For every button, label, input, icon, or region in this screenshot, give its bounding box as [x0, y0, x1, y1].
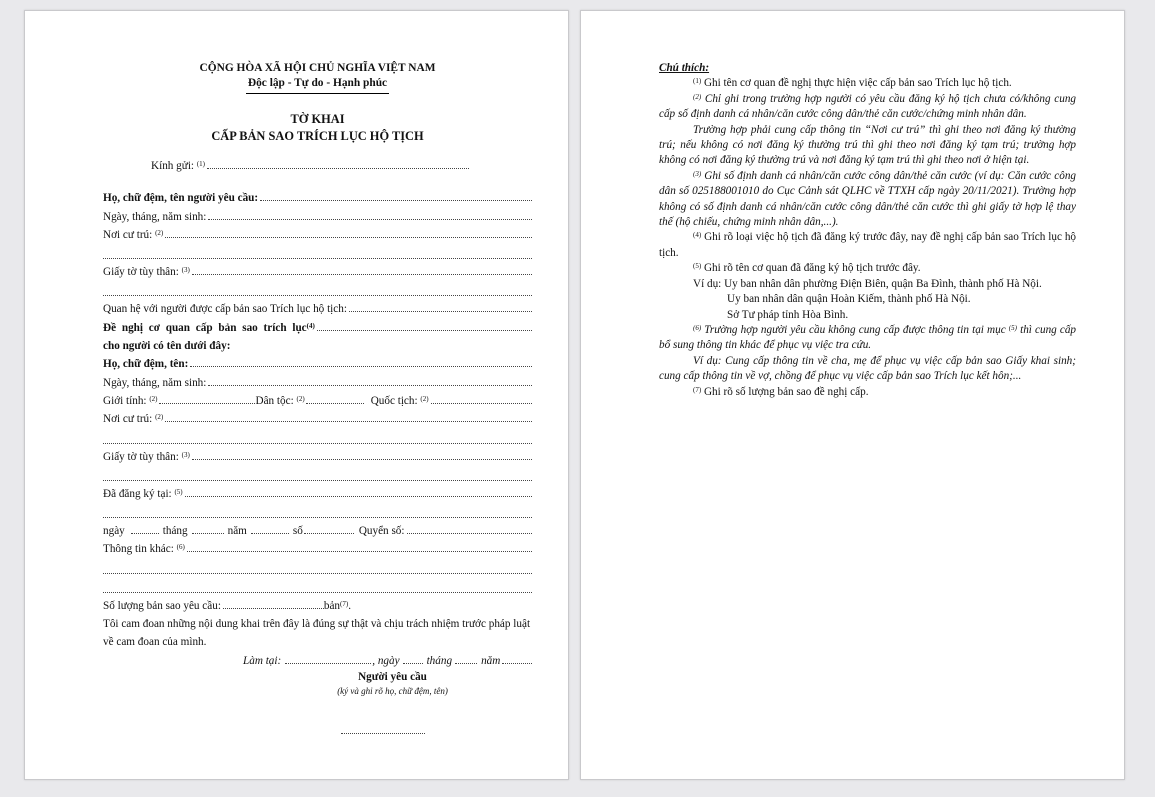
done-day-field[interactable] — [403, 652, 423, 664]
gender-label: Giới tính: — [103, 394, 147, 407]
motto: Độc lập - Tự do - Hạnh phúc — [247, 77, 388, 89]
done-at-field[interactable] — [285, 652, 371, 664]
copies-field[interactable] — [223, 597, 324, 609]
subject-name-field[interactable] — [190, 355, 532, 367]
subject-id-field[interactable] — [192, 448, 532, 460]
subject-dob-row — [103, 374, 532, 392]
subject-id-field-2[interactable] — [103, 466, 532, 481]
kinh-gui-row — [103, 157, 469, 175]
note-4 — [659, 230, 1076, 261]
form-page — [24, 10, 569, 780]
note-ref-2c: (2) — [296, 394, 305, 403]
note-6-example: Ví dụ: Cung cấp thông tin về cha, mẹ để phục vụ việc cấp bản sao Giấy khai sinh; cung cấp thông tin về vợ, chồng để phục vụ việc cấp bản sao Trích lục kết hôn;... — [659, 354, 1076, 383]
signer-note: (ký và ghi rõ họ, chữ đệm, tên) — [337, 685, 448, 696]
note-6-num: (6) — [693, 323, 702, 332]
number-field[interactable] — [304, 522, 354, 534]
notes-heading: Chú thích: — [659, 62, 710, 74]
date-row — [103, 522, 532, 540]
subject-residence-row — [103, 410, 532, 428]
copies-unit: bản — [323, 599, 341, 612]
note-3-text: Ghi số định danh cá nhân/căn cước công dân/thẻ căn cước (ví dụ: Căn cước công dân số 025188001010 do Cục Cảnh sát QLHC về TTXH cấp ngày 20/11/2021). Trường hợp không có số định danh cá nhân/căn cước công dân/thẻ căn cước thì ghi giấy tờ hợp lệ thay thế (hộ chiếu, chứng minh nhân dân,...). — [659, 169, 1077, 229]
copies-row: Số lượng bản sao yêu cầu: bản$^{(7)}$. — [103, 597, 351, 615]
note-7 — [659, 385, 1076, 400]
subject-dob-label: Ngày, tháng, năm sinh: — [103, 376, 207, 389]
requester-dob-field[interactable] — [208, 208, 532, 220]
requester-dob-row — [103, 208, 532, 226]
other-info-field-2[interactable] — [103, 559, 532, 574]
note-ref-2: (2) — [155, 228, 164, 237]
note-ref-5: (5) — [174, 487, 183, 496]
registered-row — [103, 485, 532, 503]
relation-label: Quan hệ với người được cấp bản sao Trích lục hộ tịch: — [103, 303, 347, 316]
copies-label: Số lượng bản sao yêu cầu: — [103, 599, 221, 612]
note-ref-2b: (2) — [149, 394, 158, 403]
other-info-field[interactable] — [187, 540, 532, 552]
note-7-text: Ghi rõ số lượng bản sao đề nghị cấp. — [703, 385, 869, 398]
done-at-row: Làm tại: , ngày tháng năm — [103, 652, 532, 670]
subject-id-row — [103, 448, 532, 466]
note-ref-6: (6) — [176, 543, 185, 552]
notes-page — [580, 10, 1125, 780]
subject-residence-field[interactable] — [165, 410, 532, 422]
day-label: ngày — [103, 525, 125, 538]
note-5-num: (5) — [693, 262, 702, 271]
note-ref-1: (1) — [196, 160, 206, 168]
done-day-label: ngày — [377, 654, 400, 667]
done-year-field[interactable] — [502, 652, 532, 664]
nationality-field[interactable] — [431, 392, 532, 404]
done-month-label: tháng — [426, 654, 453, 667]
note-ref-2e: (2) — [155, 413, 164, 422]
number-label: số — [292, 525, 303, 538]
note-ref-3: (3) — [181, 266, 190, 275]
done-at-label: Làm tại: — [243, 654, 282, 667]
year-field[interactable] — [251, 522, 289, 534]
note-1 — [659, 76, 1076, 91]
request-row — [103, 319, 532, 337]
requester-name-row — [103, 189, 532, 207]
note-4-num: (4) — [693, 231, 702, 240]
requester-residence-label: Nơi cư trú: — [103, 228, 153, 241]
kinh-gui-label: Kính gửi: — [151, 160, 195, 172]
note-ref-2d: (2) — [420, 394, 429, 403]
registered-field-2[interactable] — [103, 503, 532, 518]
note-5 — [659, 261, 1076, 276]
form-title-1: TỜ KHAI — [290, 112, 345, 126]
registered-field[interactable] — [185, 485, 532, 497]
subject-gender-row — [103, 392, 532, 410]
request-label-2: cho người có tên dưới đây: — [103, 340, 231, 353]
month-label: tháng — [162, 525, 188, 538]
other-info-label: Thông tin khác: — [103, 543, 174, 556]
note-2b: Trường hợp phải cung cấp thông tin “Nơi cư trú” thì ghi theo nơi đăng ký thường trú; nếu không có nơi đăng ký thường trú thì ghi theo nơi đăng ký tạm trú; trường hợp không có nơi đăng ký thường trú và nơi đăng ký tạm trú thì ghi theo nơi ở hiện tại. — [659, 123, 1076, 167]
other-info-field-3[interactable] — [103, 578, 532, 593]
commitment-text: Tôi cam đoan những nội dung khai trên đây là đúng sự thật và chịu trách nhiệm trước pháp luật về cam đoan của mình. — [103, 618, 531, 649]
note-1-text: Ghi tên cơ quan đề nghị thực hiện việc cấp bản sao Trích lục hộ tịch. — [703, 77, 1012, 90]
subject-residence-label: Nơi cư trú: — [103, 413, 153, 426]
notes-content — [659, 61, 1076, 400]
subject-residence-field-2[interactable] — [103, 429, 532, 444]
requester-id-label: Giấy tờ tùy thân: — [103, 266, 179, 279]
other-info-row — [103, 540, 532, 558]
note-2 — [659, 92, 1076, 123]
ethnicity-label: Dân tộc: — [255, 394, 294, 407]
note-6-text-a: Trường hợp người yêu cầu không cung cấp được thông tin tại mục — [704, 323, 1006, 336]
note-2-num: (2) — [693, 92, 702, 101]
registered-label: Đã đăng ký tại: — [103, 487, 172, 500]
year-label: năm — [227, 525, 247, 538]
note-3-num: (3) — [693, 169, 702, 178]
note-ref-4: (4) — [306, 321, 315, 330]
form-content — [103, 61, 532, 698]
note-5-example-1: Ví dụ: Uy ban nhân dân phường Điện Biên, quận Ba Đình, thành phố Hà Nội. — [693, 277, 1042, 290]
note-3 — [659, 169, 1076, 231]
note-2-text: Chỉ ghi trong trường hợp người có yêu cầu đăng ký hộ tịch chưa có/không cung cấp số định danh cá nhân/căn cước công dân/thẻ căn cước/chứng minh nhân dân. — [659, 92, 1077, 121]
form-title-2: CẤP BẢN SAO TRÍCH LỤC HỘ TỊCH — [211, 129, 424, 143]
relation-field[interactable] — [349, 300, 532, 312]
requester-id-field[interactable] — [192, 263, 532, 275]
requester-residence-row — [103, 226, 532, 244]
note-7-num: (7) — [693, 385, 702, 394]
day-field[interactable] — [131, 522, 159, 534]
note-5-example-3: Sở Tư pháp tỉnh Hòa Bình. — [727, 308, 849, 321]
request-field[interactable] — [317, 319, 532, 331]
subject-name-label: Họ, chữ đệm, tên: — [103, 358, 189, 371]
note-5-example-2: Uy ban nhân dân quận Hoàn Kiếm, thành phố Hà Nội. — [727, 293, 971, 306]
book-label: Quyển số: — [358, 525, 405, 538]
note-5-text: Ghi rõ tên cơ quan đã đăng ký hộ tịch trước đây. — [703, 262, 921, 275]
nationality-label: Quốc tịch: — [370, 394, 418, 407]
note-6-ref: (5) — [1008, 323, 1017, 332]
note-6-text-b: thì cung cấp bổ sung thông tin khác để phục vụ việc tra cứu. — [659, 323, 1077, 352]
subject-id-label: Giấy tờ tùy thân: — [103, 450, 179, 463]
kinh-gui-field[interactable] — [207, 157, 469, 169]
note-ref-7: (7) — [340, 599, 349, 608]
note-1-num: (1) — [693, 77, 702, 86]
note-6 — [659, 323, 1076, 354]
requester-name-label: Họ, chữ đệm, tên người yêu cầu: — [103, 192, 259, 205]
relation-row — [103, 300, 532, 318]
gender-field[interactable] — [159, 392, 255, 404]
signer-label: Người yêu cầu — [358, 670, 427, 683]
done-year-label: năm — [481, 654, 501, 667]
requester-id-row — [103, 263, 532, 281]
requester-residence-field[interactable] — [165, 226, 532, 238]
national-title: CỘNG HÒA XÃ HỘI CHỦ NGHĨA VIỆT NAM — [199, 62, 436, 74]
subject-name-row — [103, 355, 532, 373]
done-month-field[interactable] — [455, 652, 477, 664]
requester-name-field[interactable] — [260, 189, 532, 201]
month-field[interactable] — [192, 522, 224, 534]
request-label: Đề nghị cơ quan cấp bản sao trích lục — [103, 321, 307, 334]
note-ref-3b: (3) — [181, 450, 190, 459]
signature-line[interactable] — [341, 733, 425, 734]
requester-residence-field-2[interactable] — [103, 244, 532, 259]
subject-dob-field[interactable] — [208, 374, 532, 386]
requester-dob-label: Ngày, tháng, năm sinh: — [103, 210, 207, 223]
requester-id-field-2[interactable] — [103, 281, 532, 296]
note-4-text: Ghi rõ loại việc hộ tịch đã đăng ký trước đây, nay đề nghị cấp bản sao Trích lục hộ tịch. — [659, 231, 1077, 259]
book-field[interactable] — [407, 522, 532, 534]
ethnicity-field[interactable] — [306, 392, 364, 404]
